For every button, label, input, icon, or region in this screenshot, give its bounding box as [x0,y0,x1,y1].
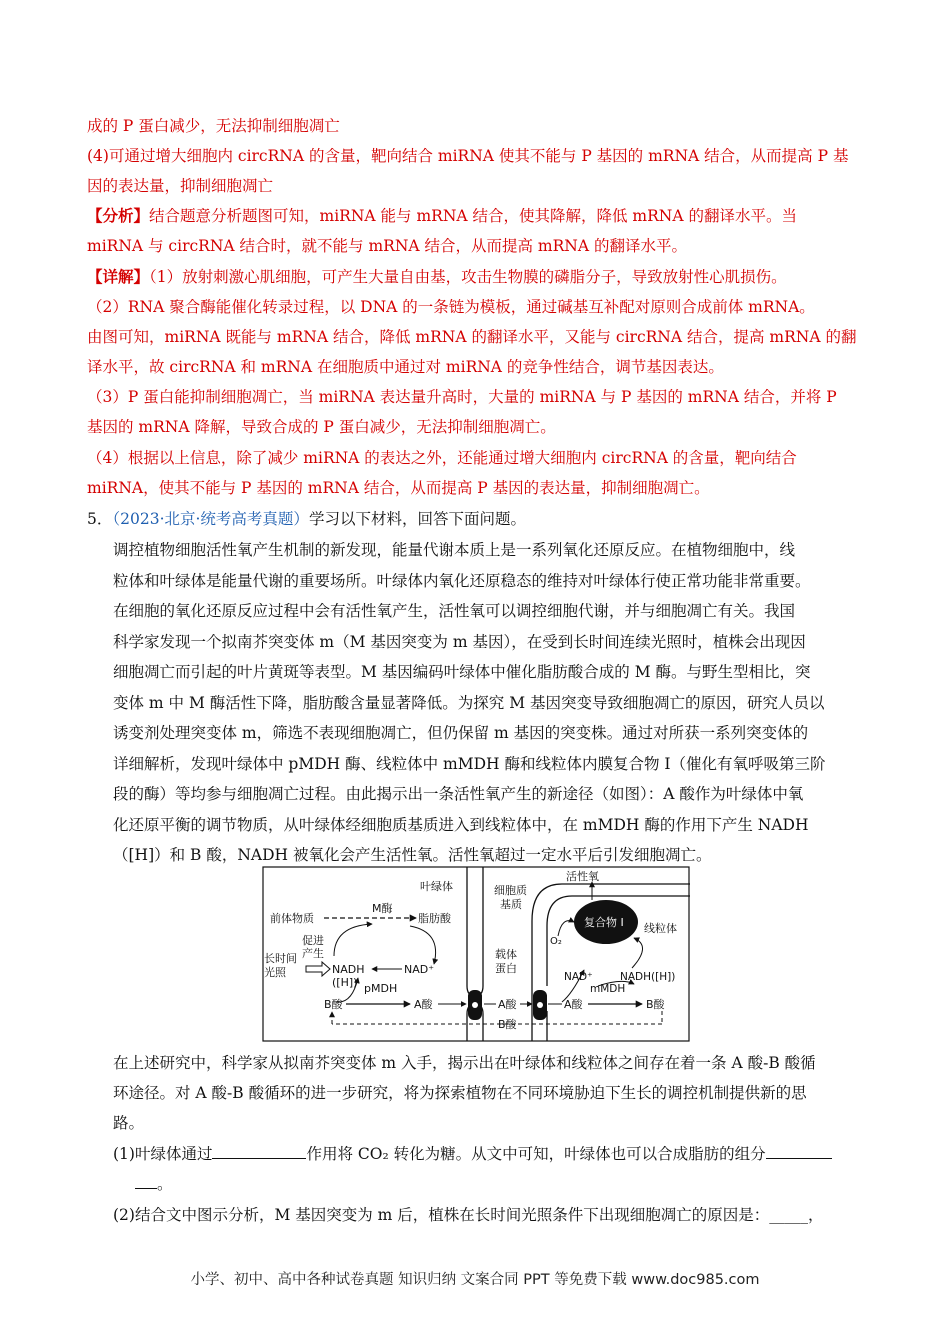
cytoplasm-label: 基质 [500,898,522,911]
detail-line: 基因的 mRNA 降解，导致合成的 P 蛋白减少，无法抑制细胞凋亡。 [87,418,556,436]
nadh-right: NADH([H]) [620,971,676,983]
material-line: 段的酶）等均参与细胞凋亡过程。由此揭示出一条活性氧产生的新途径（如图）：A 酸作为叶绿体中氧 [113,785,804,803]
mito-label: 线粒体 [644,922,677,935]
answer-line: (4)可通过增大细胞内 circRNA 的含量，靶向结合 miRNA 使其不能与 P 基因的 mRNA 结合，从而提高 P 基 [87,147,849,165]
analysis-text: 结合题意分析题图可知，miRNA 能与 mRNA 结合，使其降解，降低 mRNA 的翻译水平。当 [149,207,797,225]
answer-line: 成的 P 蛋白减少，无法抑制细胞凋亡 [87,117,340,135]
carrier-label: 载体 [495,948,517,961]
o2-label: O₂ [550,936,562,947]
detail-line: （3）P 蛋白能抑制细胞凋亡，当 miRNA 表达量升高时，大量的 miRNA 与 P 基因的 mRNA 结合，并将 P [87,388,837,406]
carrier-label: 蛋白 [495,962,517,975]
nad-left: NAD⁺ [404,963,435,976]
b-acid-center: B酸 [498,1018,517,1031]
a-acid-center: A酸 [498,998,517,1011]
nad-right: NAD⁺ [564,971,593,983]
sub-question-1-cont [135,1174,173,1194]
fatty-acid-label: 脂肪酸 [418,912,451,925]
detail-paragraph [87,267,787,287]
material-line: （[H]）和 B 酸，NADH 被氧化会产生活性氧。活性氧超过一定水平后引发细胞凋亡。 [113,846,712,864]
b-acid-left: B酸 [324,998,343,1011]
precursor-label: 前体物质 [270,912,314,925]
answer-blank[interactable] [212,1144,306,1159]
analysis-tag: 【分析】 [87,206,150,225]
detail-line: （2）RNA 聚合酶能催化转录过程，以 DNA 的一条链为模板，通过碱基互补配对原则合成前体 mRNA。 [87,298,815,316]
chloroplast-label: 叶绿体 [420,880,453,893]
material-line: 科学家发现一个拟南芥突变体 m（M 基因突变为 m 基因），在受到长时间连续光照时，植株会出现因 [113,632,806,651]
body-line: 在上述研究中，科学家从拟南芥突变体 m 入手，揭示出在叶绿体和线粒体之间存在着一条 A 酸-B 酸循 [113,1054,816,1072]
detail-line: 译水平，故 circRNA 和 mRNA 在细胞质中通过对 miRNA 的竞争性结合，调节基因表达。 [87,358,724,376]
pathway-diagram [262,866,690,1042]
complex-label: 复合物 I [584,916,624,929]
material-line: 变体 m 中 M 酶活性下降，脂肪酸含量显著降低。为探究 M 基因突变导致细胞凋亡的原因，研究人员以 [113,693,825,712]
question-number: 5． [87,510,113,528]
analysis-line: miRNA 与 circRNA 结合时，就不能与 mRNA 结合，从而提高 mRNA 的翻译水平。 [87,237,687,255]
footer: 小学、初中、高中各种试卷真题 知识归纳 文案合同 PPT 等免费下载 www.doc985.com [190,1272,760,1288]
detail-text: （1）放射刺激心肌细胞，可产生大量自由基，攻击生物膜的磷脂分子，导致放射性心肌损伤。 [149,268,787,286]
detail-line: 由图可知，miRNA 既能与 mRNA 结合，降低 mRNA 的翻译水平，又能与 circRNA 结合，提高 mRNA 的翻 [87,328,857,346]
body-line: 环途径。对 A 酸-B 酸循环的进一步研究，将为探索植物在不同环境胁迫下生长的调控机制提供新的思 [113,1084,807,1102]
material-line: 调控植物细胞活性氧产生机制的新发现，能量代谢本质上是一系列氧化还原反应。在植物细胞中，线 [113,541,796,559]
h-left: ([H]) [332,976,358,989]
q1-text-a: (1)叶绿体通过 [113,1145,213,1163]
a-acid-left: A酸 [414,998,433,1011]
question-prompt: 学习以下材料，回答下面问题。 [308,510,526,528]
detail-line: miRNA，使其不能与 P 基因的 mRNA 结合，从而提高 P 基因的表达量，抑制细胞凋亡。 [87,479,710,497]
a-acid-right: A酸 [564,998,583,1011]
material-line: 诱变剂处理突变体 m，筛选不表现细胞凋亡，但仍保留 m 基因的突变株。通过对所获一系列突变体的 [113,724,809,742]
q1-text-c: 。 [157,1175,173,1193]
detail-line: （4）根据以上信息，除了减少 miRNA 的表达之外，还能通过增大细胞内 circRNA 的含量，靶向结合 [87,449,797,467]
nadh-left: NADH [332,963,365,976]
question-source: （2023·北京·统考高考真题） [112,510,309,528]
cytoplasm-label: 细胞质 [494,884,527,897]
b-acid-right: B酸 [646,998,665,1011]
material-line: 化还原平衡的调节物质，从叶绿体经细胞质基质进入到线粒体中，在 mMDH 酶的作用下产生 NADH [113,815,809,834]
mmdh-label: mMDH [590,983,626,995]
answer-line: 因的表达量，抑制细胞凋亡 [87,177,274,195]
long-light-label: 光照 [264,966,286,979]
m-enzyme-label: M酶 [372,902,393,915]
q1-text-b: 作用将 CO₂ 转化为糖。从文中可知，叶绿体也可以合成脂肪的组分 [306,1145,766,1163]
material-line: 在细胞的氧化还原反应过程中会有活性氧产生，活性氧可以调控细胞代谢，并与细胞凋亡有关。我国 [113,602,796,620]
pmdh-label: pMDH [364,982,398,995]
promote-label: 促进 [302,934,324,947]
material-line: 细胞凋亡而引起的叶片黄斑等表型。M 基因编码叶绿体中催化脂肪酸合成的 M 酶。与野生型相比，突 [113,663,811,681]
sub-question-2: (2)结合文中图示分析，M 基因突变为 m 后，植株在长时间光照条件下出现细胞凋亡的原因是：_____， [113,1206,824,1224]
material-line: 粒体和叶绿体是能量代谢的重要场所。叶绿体内氧化还原稳态的维持对叶绿体行使正常功能非常重要。 [113,571,811,590]
analysis-paragraph [87,206,797,226]
question-header [87,509,526,529]
material-line: 详细解析，发现叶绿体中 pMDH 酶、线粒体中 mMDH 酶和线粒体内膜复合物 I（催化有氧呼吸第三阶 [113,754,826,773]
long-light-label: 长时间 [264,952,297,965]
answer-blank[interactable] [135,1174,157,1189]
answer-blank[interactable] [766,1144,832,1159]
sub-question-1 [113,1144,832,1164]
body-line: 路。 [113,1114,145,1132]
ros-label: 活性氧 [566,870,599,883]
detail-tag: 【详解】 [87,267,150,286]
promote-label: 产生 [302,947,324,960]
